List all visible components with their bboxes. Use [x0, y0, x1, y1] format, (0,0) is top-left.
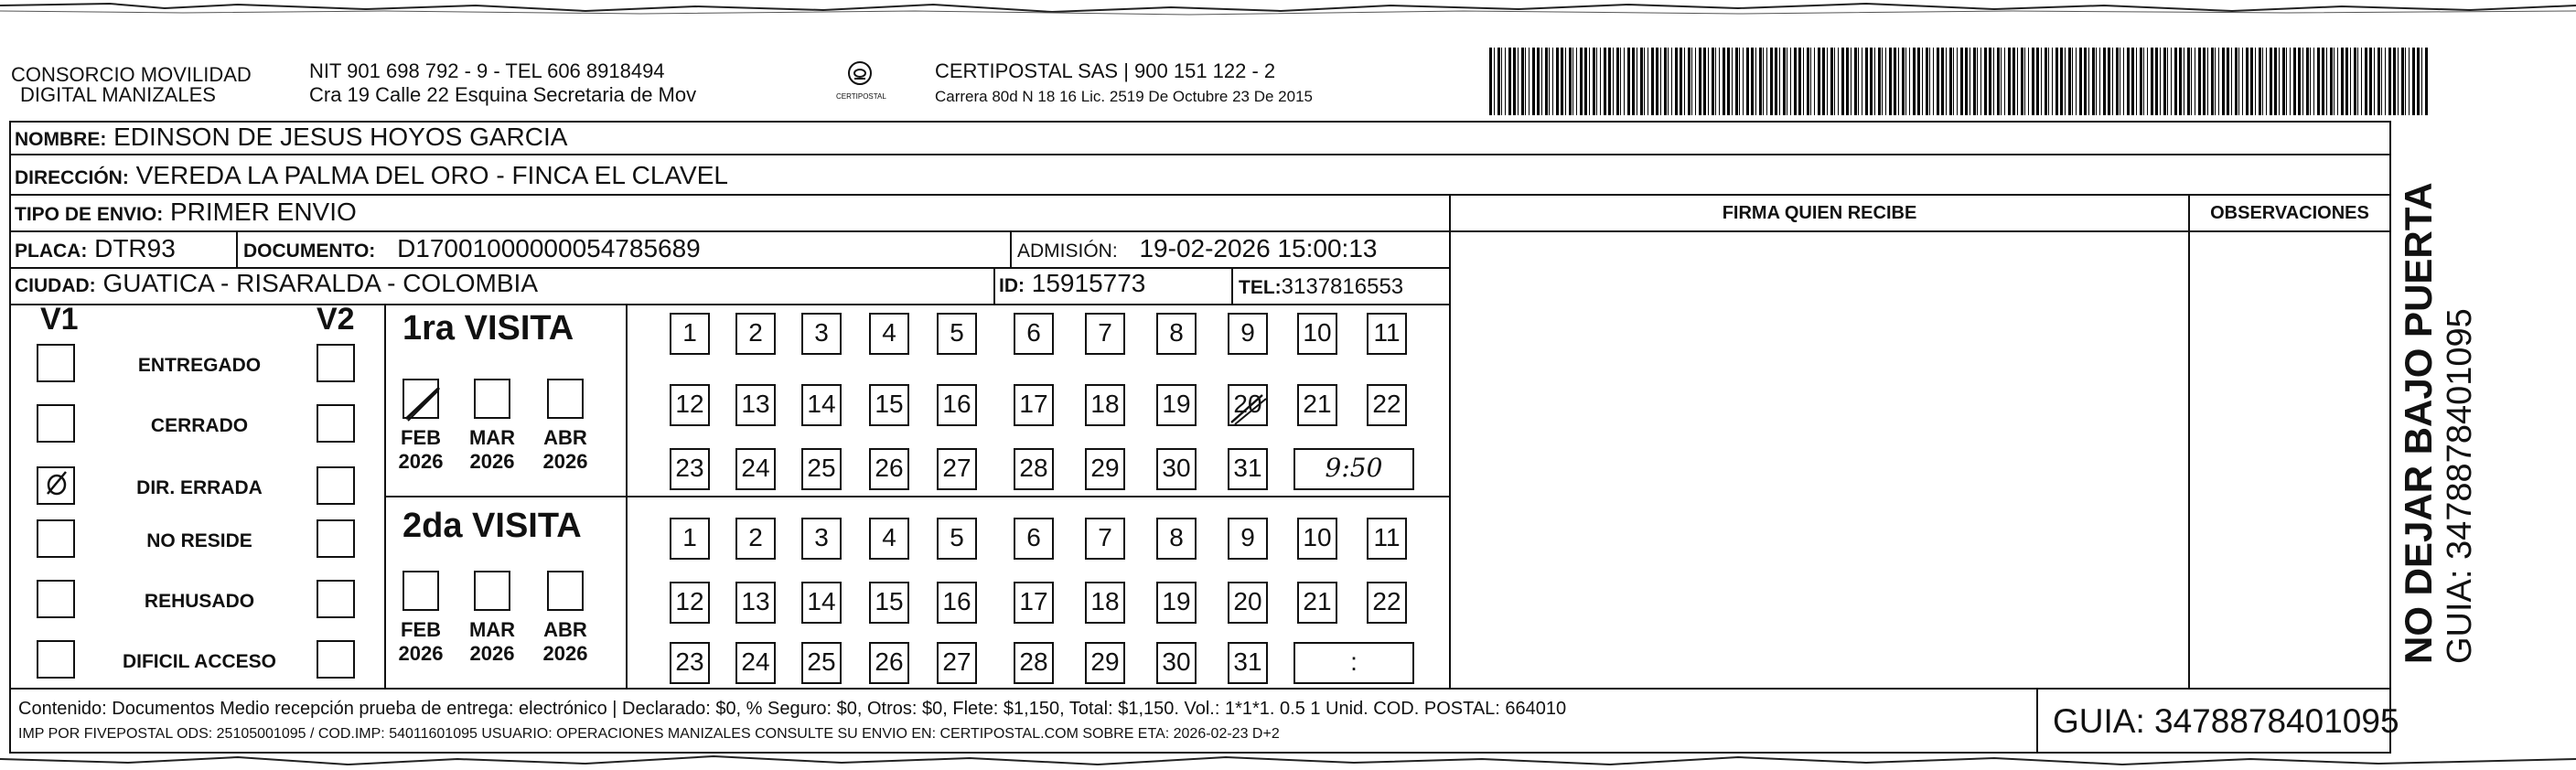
day-box[interactable]: 22	[1367, 582, 1407, 624]
admission-value: 19-02-2026 15:00:13	[1139, 234, 1378, 262]
status-label: CERRADO	[150, 415, 249, 436]
day-box[interactable]: 26	[869, 448, 909, 490]
rule	[9, 304, 1451, 305]
time-field[interactable]: 9:50	[1293, 448, 1414, 490]
certipostal-logo-icon	[840, 59, 880, 90]
admission-row	[1017, 234, 1377, 266]
day-box[interactable]: 11	[1367, 313, 1407, 355]
v2-checkbox[interactable]	[317, 640, 355, 679]
day-box[interactable]: 4	[869, 518, 909, 560]
day-box[interactable]: 3	[801, 518, 842, 560]
status-label: REHUSADO	[144, 591, 255, 612]
day-box[interactable]: 13	[735, 582, 776, 624]
document-row	[243, 234, 701, 266]
v2-checkbox[interactable]	[317, 580, 355, 618]
month-label: MAR	[468, 426, 516, 449]
day-box[interactable]: 30	[1156, 642, 1197, 684]
carrier-logo-caption: CERTIPOSTAL	[836, 92, 886, 101]
day-box[interactable]: 2	[735, 518, 776, 560]
v1-label: V1	[40, 302, 79, 337]
rule	[9, 194, 2391, 196]
day-box[interactable]: 3	[801, 313, 842, 355]
rule	[9, 154, 2391, 155]
rule	[1010, 230, 1012, 267]
do-not-leave-note: NO DEJAR BAJO PUERTA	[2397, 182, 2440, 664]
day-box[interactable]: 25	[801, 448, 842, 490]
id-row	[999, 269, 1145, 301]
status-label: ENTREGADO	[137, 355, 262, 376]
day-box[interactable]: 18	[1085, 582, 1125, 624]
city-value: GUATICA - RISARALDA - COLOMBIA	[102, 269, 539, 297]
v2-checkbox[interactable]	[317, 519, 355, 558]
id-label: ID:	[999, 275, 1025, 296]
status-label: DIR. ERRADA	[136, 477, 263, 498]
day-box[interactable]: 18	[1085, 384, 1125, 426]
day-box[interactable]: 27	[937, 448, 977, 490]
day-box[interactable]: 21	[1297, 384, 1337, 426]
company-name-line2: DIGITAL MANIZALES	[20, 83, 216, 106]
month-label: ABR	[543, 618, 587, 641]
day-box[interactable]: 19	[1156, 384, 1197, 426]
v1-check-mark	[38, 465, 75, 501]
plate-row	[15, 234, 176, 266]
month-label: FEB	[401, 426, 441, 449]
v1-checkbox[interactable]	[37, 640, 75, 679]
v1-checkbox[interactable]	[37, 344, 75, 382]
month-checkbox[interactable]	[402, 571, 439, 611]
content-line: Contenido: Documentos Medio recepción prueba de entrega: electrónico | Declarado: $0, % Seguro: $0, Otros: $0, Flete: $1,150, Total: $1,150. Vol.: 1*1*1. 0.5 1 Unid. COD. POSTAL: 664010	[18, 699, 1567, 719]
day-box[interactable]: 31	[1228, 448, 1268, 490]
month-checkbox[interactable]	[474, 571, 510, 611]
tel-value: 3137816553	[1281, 274, 1404, 299]
day-box[interactable]: 23	[670, 642, 710, 684]
day-box[interactable]: 17	[1014, 384, 1054, 426]
footer-rule	[9, 688, 2391, 690]
day-box[interactable]: 14	[801, 582, 842, 624]
v2-checkbox[interactable]	[317, 344, 355, 382]
address-row	[15, 161, 728, 193]
plate-label: PLACA:	[15, 241, 88, 262]
month-year-label: 2026	[542, 642, 588, 665]
day-box[interactable]: 6	[1014, 313, 1054, 355]
v1-checkbox[interactable]	[37, 519, 75, 558]
day-box[interactable]: 15	[869, 384, 909, 426]
rule	[993, 267, 995, 304]
time-field[interactable]: :	[1293, 642, 1414, 684]
status-label: NO RESIDE	[146, 530, 252, 551]
day-box[interactable]: 25	[801, 642, 842, 684]
day-box[interactable]: 10	[1297, 313, 1337, 355]
day-box[interactable]: 22	[1367, 384, 1407, 426]
day-check-mark	[1226, 388, 1272, 428]
visit2-title: 2da VISITA	[402, 507, 582, 545]
document-label: DOCUMENTO:	[243, 241, 376, 262]
visit-divider	[384, 496, 1451, 497]
day-box[interactable]: 9	[1228, 313, 1268, 355]
side-note	[2397, 152, 2497, 664]
observations-divider	[2188, 194, 2190, 688]
company-nit: NIT 901 698 792 - 9 - TEL 606 8918494	[309, 59, 665, 82]
city-row	[15, 269, 538, 301]
day-box[interactable]: 12	[670, 582, 710, 624]
tracking-barcode	[1489, 48, 2428, 115]
day-box[interactable]: 4	[869, 313, 909, 355]
torn-top-edge	[0, 0, 2576, 20]
company-name-line1: CONSORCIO MOVILIDAD	[11, 63, 252, 86]
day-box[interactable]: 1	[670, 518, 710, 560]
month-year-label: 2026	[398, 642, 444, 665]
side-divider	[2389, 152, 2391, 690]
shipment-type-row	[15, 198, 357, 230]
day-box[interactable]: 5	[937, 313, 977, 355]
day-box[interactable]: 2	[735, 313, 776, 355]
torn-bottom-edge	[0, 748, 2576, 770]
side-guia: GUIA: 3478878401095	[2441, 308, 2479, 664]
day-box[interactable]: 14	[801, 384, 842, 426]
tel-label: TEL:	[1239, 277, 1282, 298]
month-label: ABR	[543, 426, 587, 449]
month-year-label: 2026	[469, 642, 515, 665]
carrier-name: CERTIPOSTAL SAS | 900 151 122 - 2	[935, 59, 1276, 82]
id-value: 15915773	[1031, 269, 1146, 297]
recipient-address: VEREDA LA PALMA DEL ORO - FINCA EL CLAVEL	[135, 161, 728, 189]
day-box[interactable]: 1	[670, 313, 710, 355]
status-label: DIFICIL ACCESO	[122, 651, 276, 672]
admission-label: ADMISIÓN:	[1017, 241, 1118, 262]
month-year-label: 2026	[398, 450, 444, 473]
day-box[interactable]: 21	[1297, 582, 1337, 624]
day-box[interactable]: 11	[1367, 518, 1407, 560]
signature-header: FIRMA QUIEN RECIBE	[1722, 203, 1917, 223]
day-box[interactable]: 5	[937, 518, 977, 560]
day-box[interactable]: 13	[735, 384, 776, 426]
plate-value: DTR93	[94, 234, 176, 262]
day-box[interactable]: 9	[1228, 518, 1268, 560]
v2-checkbox[interactable]	[317, 404, 355, 443]
day-box[interactable]: 10	[1297, 518, 1337, 560]
day-box[interactable]: 16	[937, 384, 977, 426]
rule	[236, 230, 238, 267]
v2-checkbox[interactable]	[317, 466, 355, 505]
day-box[interactable]: 7	[1085, 518, 1125, 560]
shipment-type: PRIMER ENVIO	[169, 198, 357, 226]
day-box[interactable]: 28	[1014, 448, 1054, 490]
day-box[interactable]: 23	[670, 448, 710, 490]
day-box[interactable]: 29	[1085, 448, 1125, 490]
v2-label: V2	[317, 302, 355, 337]
day-box[interactable]: 29	[1085, 642, 1125, 684]
day-box[interactable]: 8	[1156, 313, 1197, 355]
day-box[interactable]: 30	[1156, 448, 1197, 490]
print-info-line: IMP POR FIVEPOSTAL ODS: 25105001095 / COD.IMP: 54011601095 USUARIO: OPERACIONES MANIZALES CONSULTE SU ENVIO EN: CERTIPOSTAL.COM SOBRE ETA: 2026-02-23 D+2	[18, 726, 1280, 742]
v1-checkbox[interactable]	[37, 580, 75, 618]
month-checkbox[interactable]	[547, 379, 584, 419]
city-label: CIUDAD:	[15, 275, 96, 296]
recipient-name: EDINSON DE JESUS HOYOS GARCIA	[113, 123, 568, 151]
observations-header: OBSERVACIONES	[2210, 203, 2369, 223]
month-label: FEB	[401, 618, 441, 641]
tel-row	[1239, 273, 1403, 303]
guia-divider	[2036, 688, 2038, 754]
month-checkbox[interactable]	[547, 571, 584, 611]
month-label: MAR	[468, 618, 516, 641]
name-label: NOMBRE:	[15, 129, 107, 150]
day-box[interactable]: 6	[1014, 518, 1054, 560]
address-label: DIRECCIÓN:	[15, 167, 129, 188]
guia-number: GUIA: 3478878401095	[2053, 702, 2399, 740]
carrier-address: Carrera 80d N 18 16 Lic. 2519 De Octubre 23 De 2015	[935, 88, 1313, 105]
month-check-mark	[399, 379, 450, 430]
day-box[interactable]: 20	[1228, 582, 1268, 624]
day-box[interactable]: 19	[1156, 582, 1197, 624]
rule	[1231, 267, 1233, 304]
day-box[interactable]: 7	[1085, 313, 1125, 355]
name-row	[15, 123, 567, 155]
document-value: D17001000000054785689	[397, 234, 701, 262]
month-checkbox[interactable]	[474, 379, 510, 419]
day-box[interactable]: 31	[1228, 642, 1268, 684]
rule	[9, 230, 2391, 232]
month-year-label: 2026	[542, 450, 588, 473]
company-address: Cra 19 Calle 22 Esquina Secretaria de Mov	[309, 83, 697, 106]
day-box[interactable]: 15	[869, 582, 909, 624]
day-box[interactable]: 24	[735, 448, 776, 490]
day-box[interactable]: 27	[937, 642, 977, 684]
day-box[interactable]: 17	[1014, 582, 1054, 624]
day-box[interactable]: 16	[937, 582, 977, 624]
day-box[interactable]: 26	[869, 642, 909, 684]
month-year-label: 2026	[469, 450, 515, 473]
day-box[interactable]: 20	[1228, 384, 1268, 426]
v1-checkbox[interactable]	[37, 404, 75, 443]
day-box[interactable]: 12	[670, 384, 710, 426]
day-box[interactable]: 24	[735, 642, 776, 684]
day-box[interactable]: 28	[1014, 642, 1054, 684]
shipment-type-label: TIPO DE ENVIO:	[15, 204, 164, 225]
day-box[interactable]: 8	[1156, 518, 1197, 560]
visit1-title: 1ra VISITA	[402, 309, 574, 348]
